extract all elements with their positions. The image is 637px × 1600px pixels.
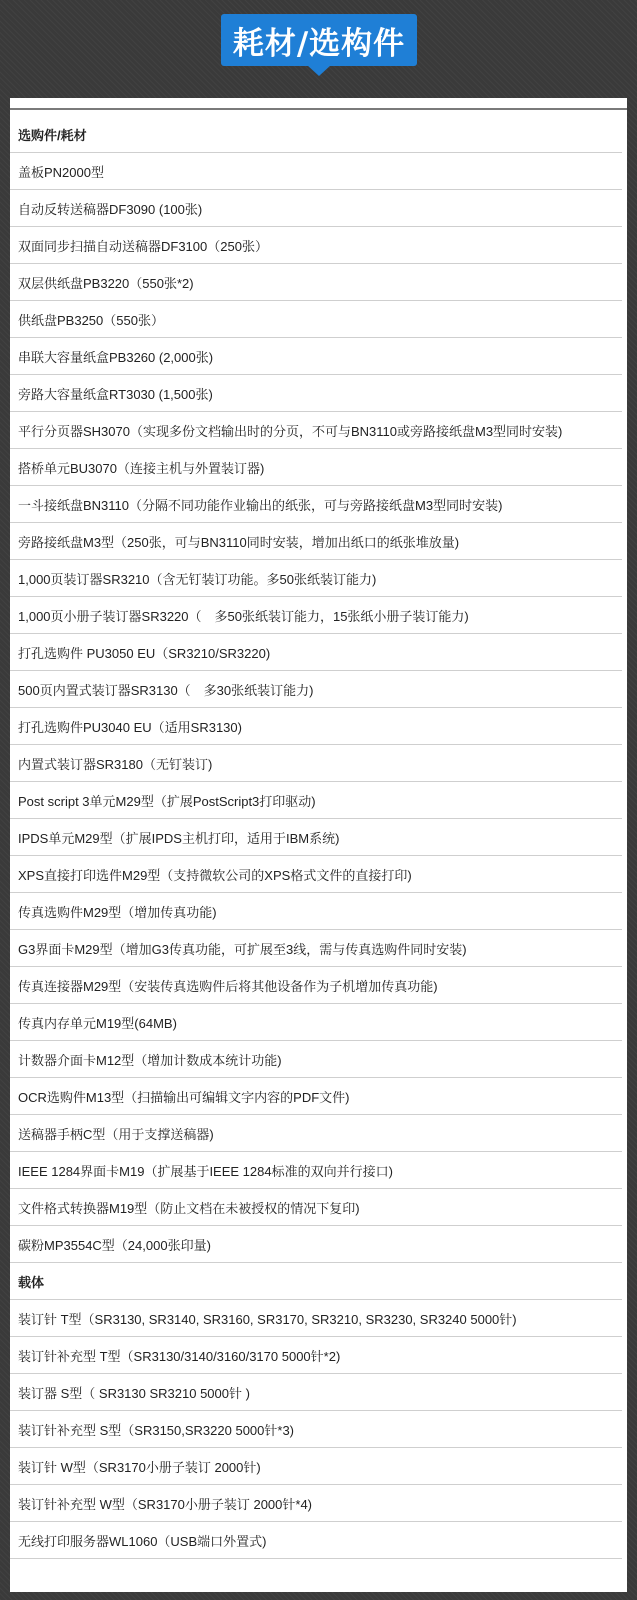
table-cell: OCR选购件M13型（扫描输出可编辑文字内容的PDF文件) xyxy=(10,1078,622,1115)
table-row xyxy=(10,153,622,190)
table-cell: 双层供纸盘PB3220（550张*2) xyxy=(10,264,622,301)
title-pointer-arrow-icon xyxy=(307,65,331,76)
table-row xyxy=(10,1411,622,1448)
table-row xyxy=(10,449,622,486)
table-cell: 碳粉MP3554C型（24,000张印量) xyxy=(10,1226,622,1263)
table-row xyxy=(10,375,622,412)
table-row xyxy=(10,745,622,782)
table-row xyxy=(10,1004,622,1041)
table-row xyxy=(10,301,622,338)
table-cell: 无线打印服务器WL1060（USB端口外置式) xyxy=(10,1522,622,1559)
table-row xyxy=(10,819,622,856)
table-row xyxy=(10,1485,622,1522)
table-row xyxy=(10,1226,622,1263)
table-row xyxy=(10,708,622,745)
table-cell: 500页内置式装订器SR3130（ 多30张纸装订能力) xyxy=(10,671,622,708)
table-cell: 串联大容量纸盒PB3260 (2,000张) xyxy=(10,338,622,375)
table-cell: 旁路接纸盘M3型（250张，可与BN3110同时安装，增加出纸口的纸张堆放量) xyxy=(10,523,622,560)
table-cell: Post script 3单元M29型（扩展PostScript3打印驱动) xyxy=(10,782,622,819)
table-row xyxy=(10,1189,622,1226)
table-row xyxy=(10,893,622,930)
table-cell: 搭桥单元BU3070（连接主机与外置装订器) xyxy=(10,449,622,486)
table-row xyxy=(10,338,622,375)
table-row xyxy=(10,227,622,264)
options-table xyxy=(10,116,622,1559)
panel-top-divider xyxy=(10,108,627,110)
table-row xyxy=(10,486,622,523)
table-cell: 文件格式转换器M19型（防止文档在未被授权的情况下复印) xyxy=(10,1189,622,1226)
section-title: 耗材/选构件 xyxy=(232,25,406,62)
table-row xyxy=(10,1115,622,1152)
table-row xyxy=(10,1152,622,1189)
table-cell: 装订针补充型 W型（SR3170小册子装订 2000针*4) xyxy=(10,1485,622,1522)
table-cell: 计数器介面卡M12型（增加计数成本统计功能) xyxy=(10,1041,622,1078)
table-cell: 自动反转送稿器DF3090 (100张) xyxy=(10,190,622,227)
table-cell: 装订针 W型（SR3170小册子装订 2000针) xyxy=(10,1448,622,1485)
table-cell: 盖板PN2000型 xyxy=(10,153,622,190)
table-row xyxy=(10,930,622,967)
table-cell: 装订针 T型（SR3130, SR3140, SR3160, SR3170, SR3210, SR3230, SR3240 5000针) xyxy=(10,1300,622,1337)
table-row xyxy=(10,190,622,227)
table-row xyxy=(10,1374,622,1411)
table-row xyxy=(10,1041,622,1078)
table-cell: 一斗接纸盘BN3110（分隔不同功能作业输出的纸张，可与旁路接纸盘M3型同时安装) xyxy=(10,486,622,523)
table-cell: IEEE 1284界面卡M19（扩展基于IEEE 1284标准的双向并行接口) xyxy=(10,1152,622,1189)
table-cell: 1,000页小册子装订器SR3220（ 多50张纸装订能力，15张纸小册子装订能力) xyxy=(10,597,622,634)
table-cell: 打孔选购件PU3040 EU（适用SR3130) xyxy=(10,708,622,745)
table-row xyxy=(10,671,622,708)
table-cell: 传真内存单元M19型(64MB) xyxy=(10,1004,622,1041)
table-row xyxy=(10,967,622,1004)
table-cell: 供纸盘PB3250（550张） xyxy=(10,301,622,338)
section-title-badge xyxy=(221,14,417,66)
table-section-heading: 载体 xyxy=(10,1263,622,1300)
table-row xyxy=(10,412,622,449)
table-cell: IPDS单元M29型（扩展IPDS主机打印，适用于IBM系统) xyxy=(10,819,622,856)
table-row xyxy=(10,597,622,634)
table-cell: 装订器 S型（ SR3130 SR3210 5000针 ) xyxy=(10,1374,622,1411)
table-cell: 装订针补充型 S型（SR3150,SR3220 5000针*3) xyxy=(10,1411,622,1448)
table-cell: 传真连接器M29型（安装传真选购件后将其他设备作为子机增加传真功能) xyxy=(10,967,622,1004)
table-cell: 旁路大容量纸盒RT3030 (1,500张) xyxy=(10,375,622,412)
table-cell: XPS直接打印选件M29型（支持微软公司的XPS格式文件的直接打印) xyxy=(10,856,622,893)
table-row xyxy=(10,634,622,671)
table-row xyxy=(10,1263,622,1300)
table-cell: G3界面卡M29型（增加G3传真功能，可扩展至3线，需与传真选购件同时安装) xyxy=(10,930,622,967)
table-section-heading: 选购件/耗材 xyxy=(10,116,622,153)
table-cell: 平行分页器SH3070（实现多份文档输出时的分页，不可与BN3110或旁路接纸盘M3型同时安装) xyxy=(10,412,622,449)
table-row xyxy=(10,523,622,560)
table-row xyxy=(10,1448,622,1485)
table-cell: 双面同步扫描自动送稿器DF3100（250张） xyxy=(10,227,622,264)
table-cell: 送稿器手柄C型（用于支撑送稿器) xyxy=(10,1115,622,1152)
table-row xyxy=(10,264,622,301)
table-row xyxy=(10,1522,622,1559)
table-cell: 传真选购件M29型（增加传真功能) xyxy=(10,893,622,930)
table-row xyxy=(10,782,622,819)
table-row xyxy=(10,1078,622,1115)
table-cell: 1,000页装订器SR3210（含无钉装订功能。多50张纸装订能力) xyxy=(10,560,622,597)
table-row xyxy=(10,560,622,597)
table-cell: 装订针补充型 T型（SR3130/3140/3160/3170 5000针*2) xyxy=(10,1337,622,1374)
options-panel xyxy=(10,98,627,1592)
table-row xyxy=(10,116,622,153)
table-row xyxy=(10,1300,622,1337)
table-row xyxy=(10,1337,622,1374)
table-cell: 打孔选购件 PU3050 EU（SR3210/SR3220) xyxy=(10,634,622,671)
table-row xyxy=(10,856,622,893)
table-cell: 内置式装订器SR3180（无钉装订) xyxy=(10,745,622,782)
